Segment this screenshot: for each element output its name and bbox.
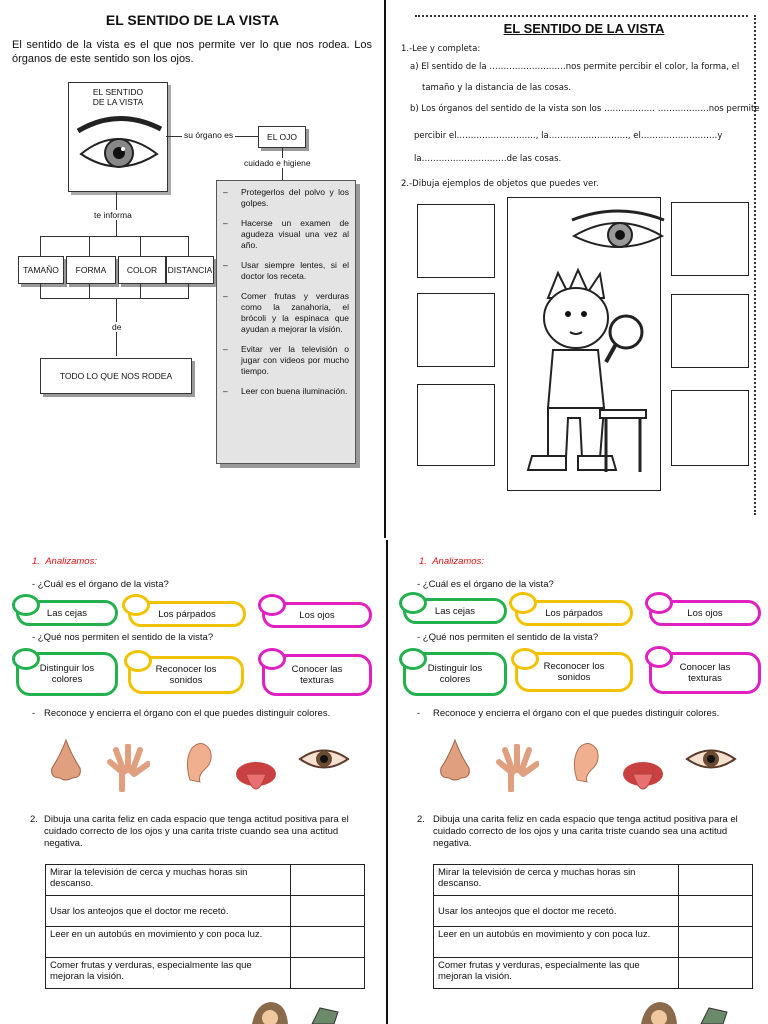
drawing-box[interactable]: [417, 384, 495, 466]
option-eyes[interactable]: Los ojos: [649, 600, 761, 626]
question-a-line2: tamaño y la distancia de las cosas.: [422, 83, 572, 93]
option-know-textures[interactable]: Conocer las texturas: [649, 652, 761, 694]
table-row: [46, 958, 365, 989]
category-distance: DISTANCIA: [166, 256, 214, 284]
section2-text: Dibuja una carita feliz en cada espacio que tenga actitud positiva para el cuidado correcto de los ojos y una carita triste cuando sea una actitud negativa.: [433, 814, 738, 849]
question-allows: - ¿Qué nos permiten el sentido de la vista?: [417, 632, 599, 643]
care-item: – Hacerse un examen de agudeza visual una vez al año.: [223, 218, 349, 250]
question-b-line1: b) Los órganos del sentido de la vista son los ……………… ………………nos permite: [410, 104, 760, 114]
connector: [140, 236, 141, 256]
nose-icon[interactable]: [46, 738, 86, 782]
care-item: – Evitar ver la televisión o jugar con videos por mucho tiempo.: [223, 344, 349, 376]
organ-box: EL OJO: [258, 126, 306, 148]
connector: [89, 236, 90, 256]
worksheet-right: [389, 552, 768, 1024]
question-organ: - ¿Cuál es el órgano de la vista?: [417, 579, 554, 590]
ear-icon[interactable]: [569, 740, 601, 786]
table-row: [434, 896, 753, 927]
question-1: 1.-Lee y completa:: [401, 44, 481, 54]
circle-marker: [258, 648, 286, 670]
attitude-text: Leer en un autobús en movimiento y con poca luz.: [46, 927, 291, 958]
drawing-box[interactable]: [671, 390, 749, 466]
circle-marker: [511, 648, 539, 670]
option-distinguish-colors[interactable]: Distinguir los colores: [403, 652, 507, 696]
table-row: [46, 865, 365, 896]
drawing-box[interactable]: [417, 204, 495, 278]
eye-icon[interactable]: [298, 744, 350, 774]
connector: [188, 236, 189, 256]
eye-icon: [568, 206, 668, 256]
question-circle: Reconoce y encierra el órgano con el que puedes distinguir colores.: [433, 708, 720, 719]
answer-cell[interactable]: [679, 958, 753, 989]
option-eyelids[interactable]: Los párpados: [515, 600, 633, 626]
connector: [188, 284, 189, 298]
category-color: COLOR: [118, 256, 166, 284]
attitude-table: [433, 864, 753, 989]
option-eyes[interactable]: Los ojos: [262, 602, 372, 628]
option-eyebrows[interactable]: Las cejas: [403, 598, 507, 624]
page-title-left: EL SENTIDO DE LA VISTA: [105, 12, 280, 28]
question-organ: - ¿Cuál es el órgano de la vista?: [32, 579, 169, 590]
drawing-box[interactable]: [671, 202, 749, 276]
option-know-textures[interactable]: Conocer las texturas: [262, 654, 372, 696]
character-icon: [248, 1000, 348, 1024]
care-item: – Protegerlos del polvo y los golpes.: [223, 187, 349, 208]
connector: [89, 284, 90, 298]
circle-marker: [122, 594, 150, 616]
hand-icon[interactable]: [493, 744, 539, 792]
dash: -: [417, 708, 421, 719]
option-recognize-sounds[interactable]: Reconocer los sonidos: [515, 652, 633, 692]
answer-cell[interactable]: [679, 865, 753, 896]
circle-marker: [12, 648, 40, 670]
ear-icon[interactable]: [182, 740, 214, 786]
table-row: [46, 896, 365, 927]
of-link-label: de: [112, 322, 122, 332]
boy-with-magnifier-icon: [508, 258, 658, 488]
connector: [40, 298, 189, 299]
attitude-text: Usar los anteojos que el doctor me recetó.: [434, 896, 679, 927]
option-eyebrows[interactable]: Las cejas: [16, 600, 118, 626]
care-list: [216, 180, 356, 464]
option-recognize-sounds[interactable]: Reconocer los sonidos: [128, 656, 244, 694]
eye-icon: [73, 109, 163, 179]
page-divider: [384, 0, 386, 538]
table-row: [46, 927, 365, 958]
table-row: [434, 958, 753, 989]
section2-number: 2.: [417, 814, 425, 825]
page-title-right: EL SENTIDO DE LA VISTA: [503, 21, 665, 36]
option-distinguish-colors[interactable]: Distinguir los colores: [16, 652, 118, 696]
answer-cell[interactable]: [291, 958, 365, 989]
question-circle: Reconoce y encierra el órgano con el que puedes distinguir colores.: [44, 708, 331, 719]
surroundings-box: TODO LO QUE NOS RODEA: [40, 358, 192, 394]
section2-text: Dibuja una carita feliz en cada espacio que tenga actitud positiva para el cuidado correcto de los ojos y una carita triste cuando sea una actitud negativa.: [44, 814, 349, 849]
care-link-label: cuidado e higiene: [244, 158, 311, 168]
answer-cell[interactable]: [291, 865, 365, 896]
question-b-line2: percibir el………………………., la………………………., el………………………y: [414, 131, 723, 141]
care-item: – Comer frutas y verduras como la zanahoria, el brócoli y la espinaca que ayudan a mejorar la visión.: [223, 291, 349, 334]
care-item: – Usar siempre lentes, si el doctor los receta.: [223, 260, 349, 281]
category-shape: FORMA: [66, 256, 116, 284]
organ-link-label: su órgano es: [184, 130, 234, 140]
answer-cell[interactable]: [291, 927, 365, 958]
attitude-text: Leer en un autobús en movimiento y con poca luz.: [434, 927, 679, 958]
vision-center-box: [68, 82, 168, 192]
circle-marker: [124, 650, 152, 672]
care-item: – Leer con buena iluminación.: [223, 386, 348, 396]
connector: [40, 284, 41, 298]
dotted-border-right: [754, 15, 756, 515]
option-eyelids[interactable]: Los párpados: [128, 601, 246, 627]
mouth-tongue-icon[interactable]: [621, 758, 665, 800]
question-a-line1: a) El sentido de la ………………………nos permite percibir el color, la forma, el: [410, 62, 740, 72]
circle-marker: [645, 646, 673, 668]
connector: [40, 236, 188, 237]
center-label-line1: EL SENTIDO: [92, 87, 144, 97]
attitude-text: Comer frutas y verduras, especialmente las que mejoran la visión.: [434, 958, 679, 989]
hand-icon[interactable]: [104, 744, 150, 792]
answer-cell[interactable]: [291, 896, 365, 927]
circle-marker: [399, 592, 427, 614]
illustration-frame: [507, 197, 661, 491]
section1-heading: 1. Analizamos:: [419, 556, 484, 567]
section1-heading: 1. Analizamos:: [32, 556, 97, 567]
dash: -: [32, 708, 36, 719]
eye-icon[interactable]: [685, 744, 737, 774]
drawing-box[interactable]: [671, 294, 749, 368]
intro-paragraph: El sentido de la vista es el que nos permite ver lo que nos rodea. Los órganos de este sentido son los ojos.: [12, 39, 372, 65]
attitude-text: Mirar la televisión de cerca y muchas horas sin descanso.: [46, 865, 291, 896]
drawing-box[interactable]: [417, 293, 495, 367]
answer-cell[interactable]: [679, 896, 753, 927]
attitude-text: Comer frutas y verduras, especialmente las que mejoran la visión.: [46, 958, 291, 989]
informs-link-label: te informa: [94, 210, 132, 220]
circle-marker: [12, 594, 40, 616]
center-label-line2: DE LA VISTA: [92, 97, 144, 107]
circle-marker: [258, 594, 286, 616]
category-size: TAMAÑO: [18, 256, 64, 284]
question-b-line3: la…………………………de las cosas.: [414, 154, 562, 164]
question-2: 2.-Dibuja ejemplos de objetos que puedes ver.: [401, 179, 599, 189]
attitude-text: Mirar la televisión de cerca y muchas horas sin descanso.: [434, 865, 679, 896]
circle-marker: [509, 592, 537, 614]
section2-number: 2.: [30, 814, 38, 825]
circle-marker: [399, 648, 427, 670]
table-row: [434, 927, 753, 958]
dotted-border-top: [415, 15, 748, 17]
connector: [140, 284, 141, 298]
worksheet-left: [0, 552, 385, 1024]
table-row: [434, 865, 753, 896]
attitude-text: Usar los anteojos que el doctor me recetó.: [46, 896, 291, 927]
nose-icon[interactable]: [435, 738, 475, 782]
answer-cell[interactable]: [679, 927, 753, 958]
mouth-tongue-icon[interactable]: [234, 758, 278, 800]
character-icon: [637, 1000, 737, 1024]
attitude-table: [45, 864, 365, 989]
bottom-page-divider: [386, 540, 388, 1024]
connector: [40, 236, 41, 256]
circle-marker: [645, 592, 673, 614]
question-allows: - ¿Qué nos permiten el sentido de la vista?: [32, 632, 214, 643]
